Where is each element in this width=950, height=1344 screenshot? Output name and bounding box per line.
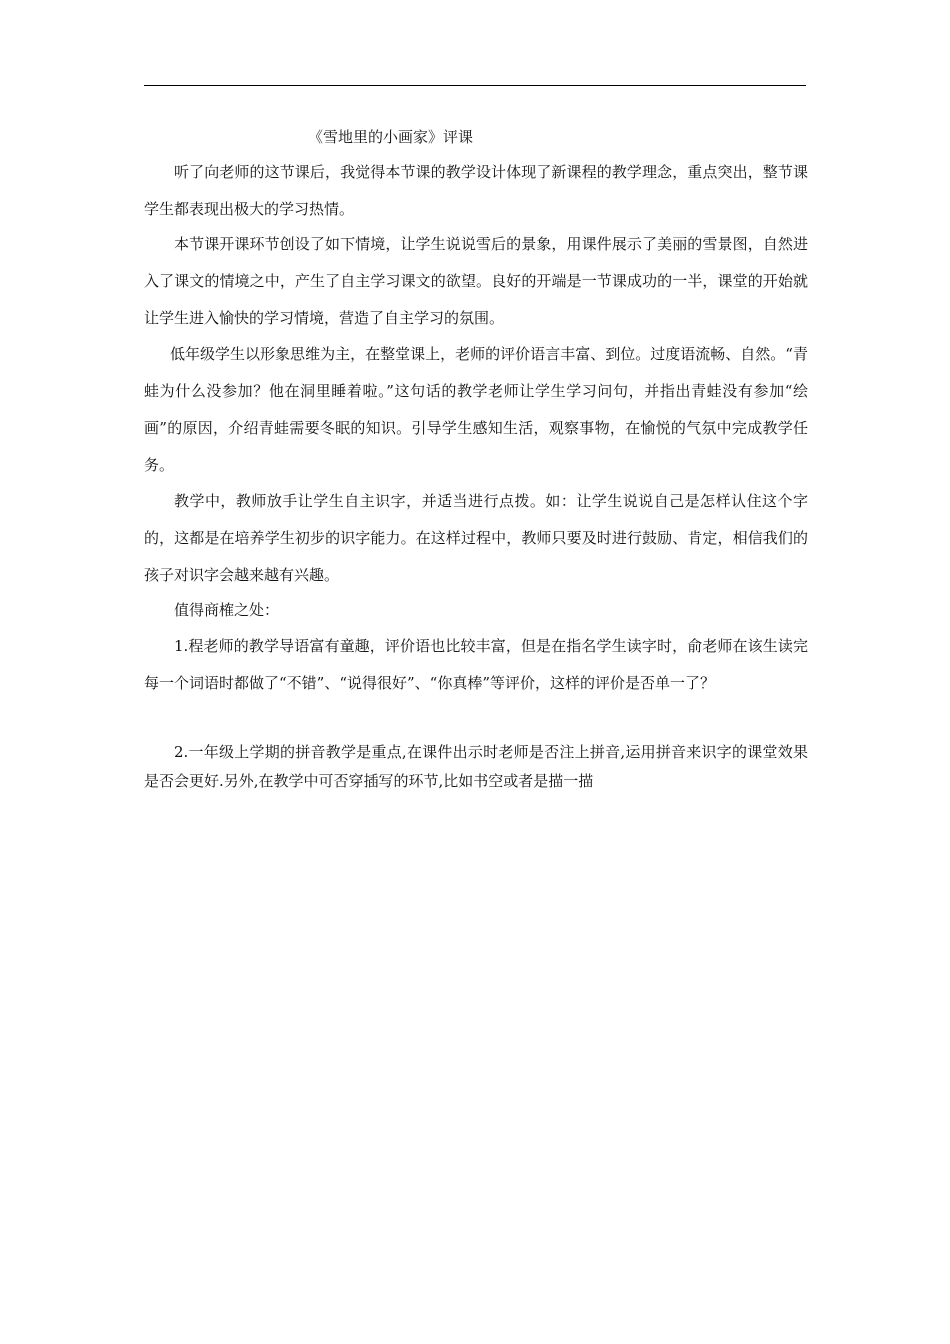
document-title: 《雪地里的小画家》评课 <box>308 128 474 146</box>
paragraph-discussion-heading: 值得商榷之处： <box>174 601 280 619</box>
paragraph-point-1: 1.程老师的教学导语富有童趣，评价语也比较丰富，但是在指名学生读字时，俞老师在该生读完每一个词语时都做了“不错”、“说得很好”、“你真棒”等评价，这样的评价是否单一了？ <box>144 637 808 692</box>
header-rule <box>144 85 806 86</box>
paragraph-literacy: 教学中，教师放手让学生自主识字，并适当进行点拨。如：让学生说说自己是怎样认住这个字的，这都是在培养学生初步的识字能力。在这样过程中，教师只要及时进行鼓励、肯定，相信我们的孩子对识字会越来越有兴趣。 <box>144 492 808 584</box>
paragraph-intro-segment: 本节课开课环节创设了如下情境，让学生说说雪后的景象，用课件展示了美丽的雪景图，自然进入了课文的情境之中，产生了自主学习课文的欲望。良好的开端是一节课成功的一半，课堂的开始就让学生进入愉快的学习情境，营造了自主学习的氛围。 <box>144 235 808 327</box>
paragraph-point-2: 2.一年级上学期的拼音教学是重点,在课件出示时老师是否注上拼音,运用拼音来识字的课堂效果是否会更好.另外,在教学中可否穿插写的环节,比如书空或者是描一描 <box>144 743 808 790</box>
paragraph-evaluation-language: 低年级学生以形象思维为主，在整堂课上，老师的评价语言丰富、到位。过度语流畅、自然。“青蛙为什么没参加？他在洞里睡着啦。”这句话的教学老师让学生学习问句，并指出青蛙没有参加“绘画”的原因，介绍青蛙需要冬眠的知识。引导学生感知生活，观察事物，在愉悦的气氛中完成教学任务。 <box>144 345 808 474</box>
paragraph-opening: 听了向老师的这节课后，我觉得本节课的教学设计体现了新课程的教学理念，重点突出，整节课学生都表现出极大的学习热情。 <box>144 163 808 218</box>
